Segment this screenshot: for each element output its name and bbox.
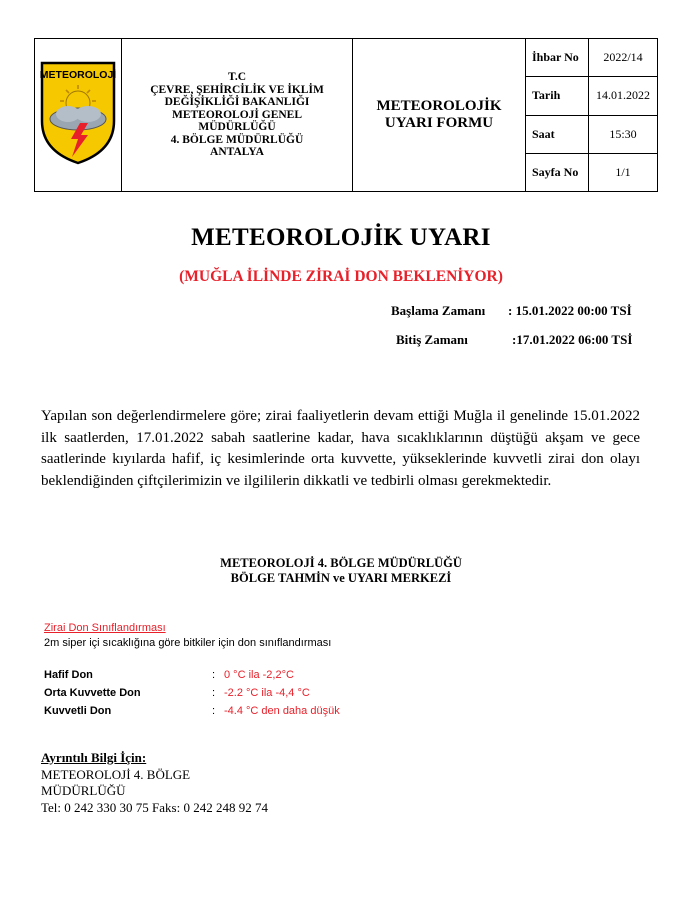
end-time-value: :17.01.2022 06:00 TSİ: [512, 332, 633, 347]
start-time-label: Başlama Zamanı: [391, 303, 486, 318]
header-table: [34, 38, 658, 192]
form-title-line1: METEOROLOJİK: [376, 98, 502, 114]
org-line: T.C: [228, 71, 246, 84]
organization-cell: [122, 39, 353, 192]
contact-line: METEOROLOJİ 4. BÖLGE: [41, 766, 191, 782]
frost-class-name: Orta Kuvvette Don: [44, 687, 141, 699]
classification-heading: Zirai Don Sınıflandırması: [44, 622, 166, 634]
contact-phone: Tel: 0 242 330 30 75 Faks: 0 242 248 92 74: [41, 799, 268, 815]
meta-label-saat: Saat: [526, 115, 589, 153]
frost-class-name: Kuvvetli Don: [44, 705, 112, 717]
center-title-line1: METEOROLOJİ 4. BÖLGE MÜDÜRLÜĞÜ: [220, 556, 462, 570]
contact-label: Ayrıntılı Bilgi İçin:: [41, 750, 147, 765]
org-line: ANTALYA: [210, 146, 264, 159]
meta-label-tarih: Tarih: [526, 77, 589, 115]
org-line: 4. BÖLGE MÜDÜRLÜĞÜ: [170, 133, 304, 146]
form-title-line2: UYARI FORMU: [384, 115, 494, 131]
frost-class-colon: :: [212, 669, 216, 681]
meta-label-sayfa-no: Sayfa No: [526, 153, 589, 191]
frost-class-name: Hafif Don: [44, 669, 93, 681]
meta-value-saat: 15:30: [589, 115, 658, 153]
start-time-value: : 15.01.2022 00:00 TSİ: [508, 303, 632, 318]
contact-block: [41, 750, 268, 816]
frost-class-value: -2.2 °C ila -4,4 °C: [224, 687, 310, 699]
contact-line: MÜDÜRLÜĞÜ: [41, 783, 126, 798]
org-line: METEOROLOJİ GENEL: [171, 108, 303, 121]
classification-description: 2m siper içi sıcaklığına göre bitkiler için don sınıflandırması: [44, 637, 332, 649]
form-title-cell: [353, 39, 526, 192]
logo-text: METEOROLOJİ: [39, 68, 117, 81]
meta-value-ihbar-no: 2022/14: [589, 39, 658, 77]
warning-body: Yapılan son değerlendirmelere göre; zirai faaliyetlerin devam ettiği Muğla il genelinde 15.01.2022 ilk saatlerden, 17.01.2022 sabah saatlerine kadar, hava sıcaklıklarının düştüğü akşam ve gece saatlerinde kıyılarda hafif, iç kesimlerinde orta kuvvette, yükseklerinde kuvvetli zirai don olayı beklendiğinden çiftçilerimizin ve ilgililerin dikkatli ve tedbirli olması gerekmektedir.: [41, 408, 640, 489]
page-title: METEOROLOJİK UYARI: [191, 224, 491, 251]
frost-class-value: -4.4 °C den daha düşük: [224, 705, 340, 717]
frost-class-colon: :: [212, 705, 216, 717]
center-title-line2: BÖLGE TAHMİN ve UYARI MERKEZİ: [230, 571, 452, 585]
logo-cell: [35, 39, 122, 192]
org-line: ÇEVRE, ŞEHİRCİLİK VE İKLİM: [150, 83, 324, 96]
meta-value-sayfa-no: 1/1: [589, 153, 658, 191]
org-line: MÜDÜRLÜĞÜ: [198, 121, 276, 134]
meta-label-ihbar-no: İhbar No: [526, 39, 589, 77]
meteoroloji-logo: [38, 59, 118, 167]
org-line: DEĞİŞİKLİĞİ BAKANLIĞI: [164, 96, 310, 109]
frost-class-value: 0 °C ila -2,2°C: [224, 669, 294, 681]
end-time-label: Bitiş Zamanı: [396, 332, 468, 347]
page-subtitle: (MUĞLA İLİNDE ZİRAİ DON BEKLENİYOR): [179, 268, 503, 285]
meta-value-tarih: 14.01.2022: [589, 77, 658, 115]
frost-class-colon: :: [212, 687, 216, 699]
